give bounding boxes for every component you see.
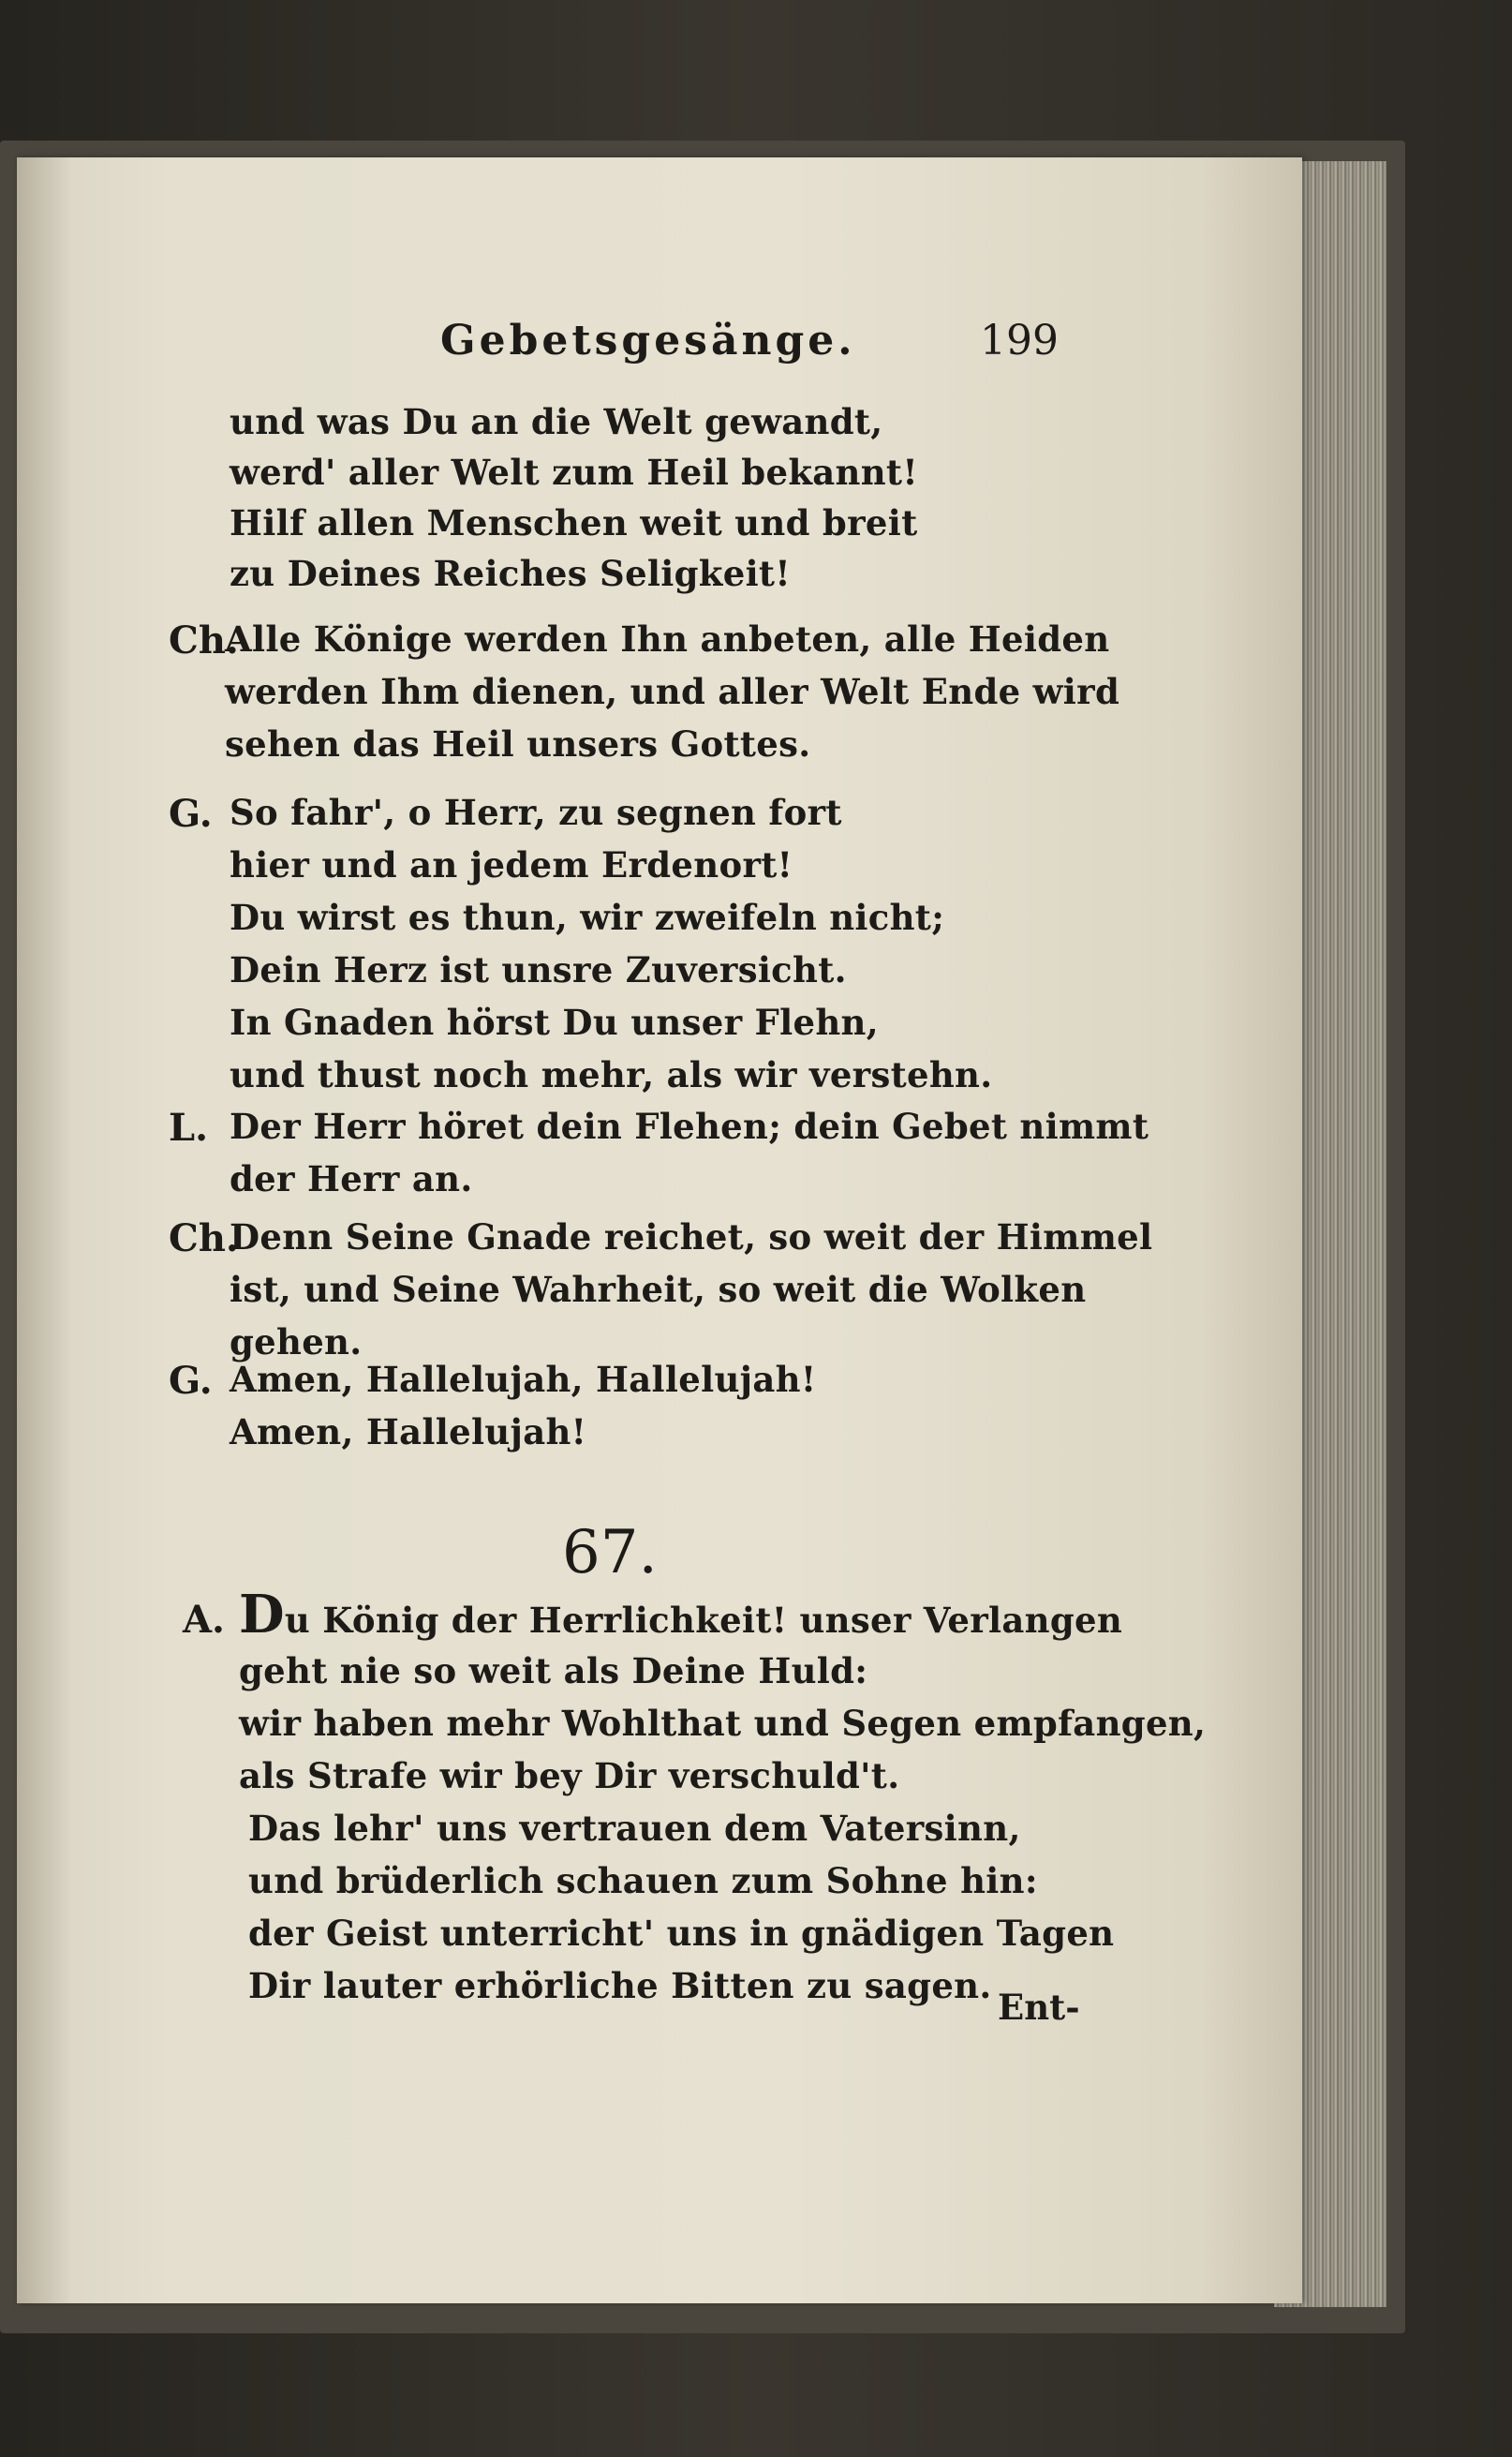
text-line: geht nie so weit als Deine Huld: bbox=[239, 1650, 868, 1691]
first-line-text: u König der Herrlichkeit! unser Verlangen bbox=[284, 1600, 1123, 1641]
speaker-label: G. bbox=[169, 1359, 213, 1403]
text-line: sehen das Heil unsers Gottes. bbox=[225, 723, 811, 765]
text-line: Der Herr höret dein Flehen; dein Gebet nimmt bbox=[230, 1106, 1149, 1147]
speaker-label: Ch. bbox=[169, 618, 239, 663]
text-line: hier und an jedem Erdenort! bbox=[230, 844, 793, 886]
drop-initial: D bbox=[239, 1584, 285, 1645]
text-line: Denn Seine Gnade reichet, so weit der Himmel bbox=[230, 1216, 1153, 1258]
speaker-label: A. bbox=[183, 1598, 225, 1642]
running-title: Gebetsgesänge. bbox=[440, 317, 856, 365]
text-line: wir haben mehr Wohlthat und Segen empfangen, bbox=[239, 1703, 1207, 1744]
text-line: Alle Könige werden Ihn anbeten, alle Heiden bbox=[225, 618, 1110, 660]
text-line: Hilf allen Menschen weit und breit bbox=[230, 502, 918, 544]
hymn-first-line bbox=[239, 1584, 1123, 1645]
text-line: der Geist unterricht' uns in gnädigen Tagen bbox=[248, 1913, 1115, 1954]
text-line: zu Deines Reiches Seligkeit! bbox=[230, 553, 791, 594]
hymn-number: 67. bbox=[562, 1518, 658, 1587]
text-line: der Herr an. bbox=[230, 1158, 473, 1199]
text-line: als Strafe wir bey Dir verschuld't. bbox=[239, 1755, 900, 1796]
running-head bbox=[440, 317, 1059, 373]
speaker-label: G. bbox=[169, 792, 213, 836]
text-line: Amen, Hallelujah, Hallelujah! bbox=[230, 1359, 817, 1400]
text-line: ist, und Seine Wahrheit, so weit die Wolken bbox=[230, 1269, 1087, 1310]
text-line: Das lehr' uns vertrauen dem Vatersinn, bbox=[248, 1808, 1021, 1849]
text-line: und brüderlich schauen zum Sohne hin: bbox=[248, 1860, 1038, 1901]
page-number: 199 bbox=[980, 317, 1059, 365]
text-line: werden Ihm dienen, und aller Welt Ende wird bbox=[225, 671, 1120, 712]
text-line: und thust noch mehr, als wir verstehn. bbox=[230, 1054, 993, 1095]
speaker-label: Ch. bbox=[169, 1216, 239, 1260]
text-line: Dir lauter erhörliche Bitten zu sagen. bbox=[248, 1965, 992, 2006]
text-line: gehen. bbox=[230, 1321, 363, 1363]
text-line: So fahr', o Herr, zu segnen fort bbox=[230, 792, 842, 833]
text-line: und was Du an die Welt gewandt, bbox=[230, 401, 883, 442]
speaker-label: L. bbox=[169, 1106, 209, 1150]
text-line: Dein Herz ist unsre Zuversicht. bbox=[230, 949, 847, 990]
text-line: In Gnaden hörst Du unser Flehn, bbox=[230, 1002, 879, 1043]
text-line: werd' aller Welt zum Heil bekannt! bbox=[230, 452, 918, 493]
catchword: Ent- bbox=[998, 1987, 1080, 2028]
text-line: Amen, Hallelujah! bbox=[230, 1411, 587, 1452]
gutter-shadow bbox=[17, 157, 73, 2303]
text-line: Du wirst es thun, wir zweifeln nicht; bbox=[230, 897, 945, 938]
